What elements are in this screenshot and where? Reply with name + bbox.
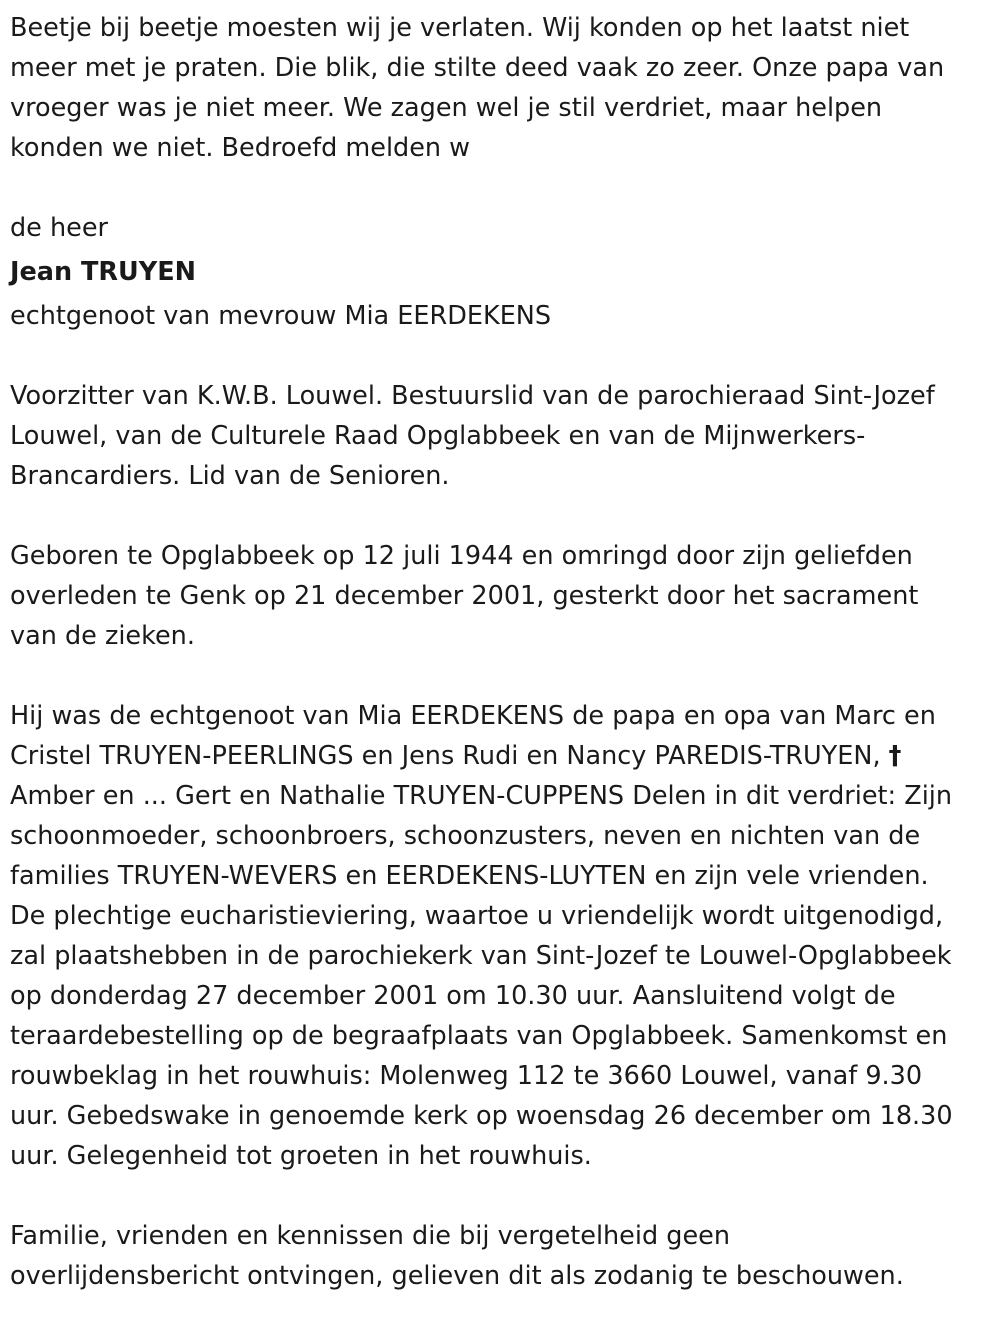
closing-paragraph xyxy=(10,1216,990,1296)
family-line xyxy=(10,736,990,776)
birth-death-paragraph xyxy=(10,536,990,656)
intro-paragraph xyxy=(10,8,990,168)
closing-line: overlijdensbericht ontvingen, gelieven dit als zodanig te beschouwen. xyxy=(10,1261,904,1291)
intro-line: Beetje bij beetje moesten wij je verlaten. Wij konden op het laatst niet xyxy=(10,13,910,43)
cross-icon: † xyxy=(888,741,902,771)
family-line: families TRUYEN-WEVERS en EERDEKENS-LUYTEN en zijn vele vrienden. xyxy=(10,861,929,891)
family-line: uur. Gelegenheid tot groeten in het rouwhuis. xyxy=(10,1141,592,1171)
roles-paragraph xyxy=(10,376,990,496)
family-line-text: Cristel TRUYEN-PEERLINGS en Jens Rudi en Nancy PAREDIS-TRUYEN, xyxy=(10,741,881,771)
family-line: De plechtige eucharistieviering, waartoe u vriendelijk wordt uitgenodigd, xyxy=(10,901,944,931)
roles-line: Voorzitter van K.W.B. Louwel. Bestuurslid van de parochieraad Sint-Jozef xyxy=(10,381,935,411)
intro-line: vroeger was je niet meer. We zagen wel je stil verdriet, maar helpen xyxy=(10,93,883,123)
family-line: teraardebestelling op de begraafplaats van Opglabbeek. Samenkomst en xyxy=(10,1021,948,1051)
family-line: uur. Gebedswake in genoemde kerk op woensdag 26 december om 18.30 xyxy=(10,1101,953,1131)
family-line: op donderdag 27 december 2001 om 10.30 uur. Aansluitend volgt de xyxy=(10,981,896,1011)
birth-death-line: van de zieken. xyxy=(10,621,195,651)
family-line: Amber en ... Gert en Nathalie TRUYEN-CUPPENS Delen in dit verdriet: Zijn xyxy=(10,781,953,811)
closing-line: Familie, vrienden en kennissen die bij vergetelheid geen xyxy=(10,1221,730,1251)
deceased-name: Jean TRUYEN xyxy=(10,257,196,287)
intro-line: konden we niet. Bedroefd melden w xyxy=(10,133,471,163)
roles-line: Brancardiers. Lid van de Senioren. xyxy=(10,461,450,491)
family-line: schoonmoeder, schoonbroers, schoonzusters, neven en nichten van de xyxy=(10,821,921,851)
intro-line: meer met je praten. Die blik, die stilte deed vaak zo zeer. Onze papa van xyxy=(10,53,945,83)
birth-death-line: overleden te Genk op 21 december 2001, gesterkt door het sacrament xyxy=(10,581,919,611)
spouse-line: echtgenoot van mevrouw Mia EERDEKENS xyxy=(10,301,552,331)
roles-line: Louwel, van de Culturele Raad Opglabbeek en van de Mijnwerkers- xyxy=(10,421,866,451)
salutation: de heer xyxy=(10,213,109,243)
family-line: zal plaatshebben in de parochiekerk van Sint-Jozef te Louwel-Opglabbeek xyxy=(10,941,952,971)
family-paragraph xyxy=(10,696,990,1176)
family-line: Hij was de echtgenoot van Mia EERDEKENS de papa en opa van Marc en xyxy=(10,701,936,731)
birth-death-line: Geboren te Opglabbeek op 12 juli 1944 en omringd door zijn geliefden xyxy=(10,541,913,571)
family-line: rouwbeklag in het rouwhuis: Molenweg 112 te 3660 Louwel, vanaf 9.30 xyxy=(10,1061,923,1091)
